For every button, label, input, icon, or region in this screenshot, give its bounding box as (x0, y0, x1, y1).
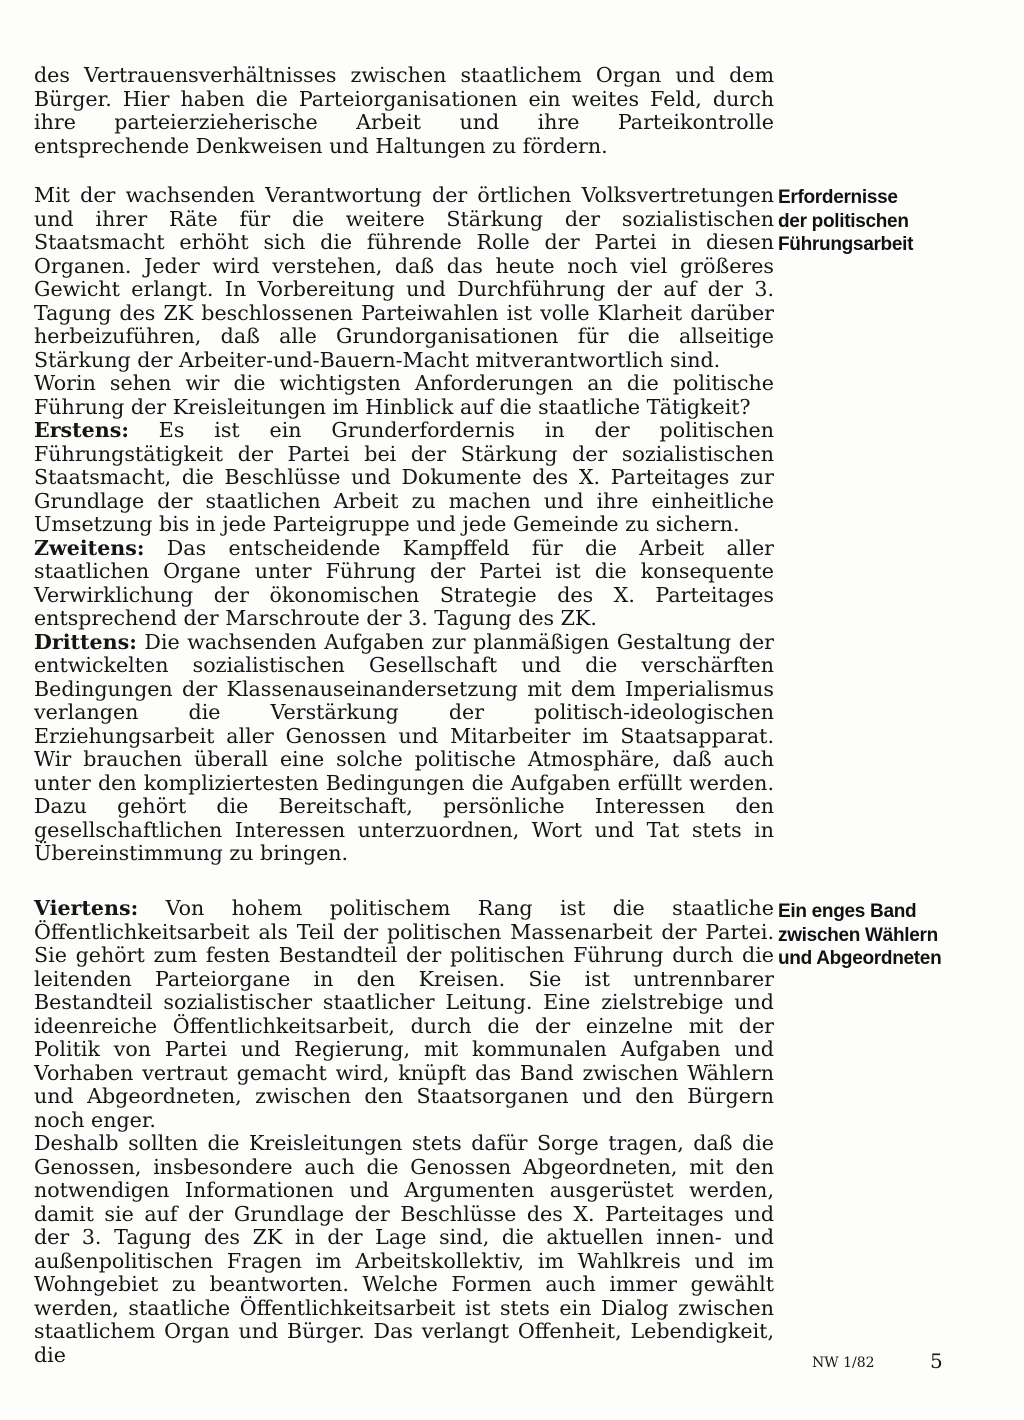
paragraph (34, 631, 774, 866)
text-block-3 (34, 897, 774, 1367)
paragraph (34, 537, 774, 631)
margin-heading-line: und Abgeordneten (778, 948, 942, 969)
margin-heading-line: Führungsarbeit (778, 234, 914, 255)
margin-heading-line: der politischen (778, 210, 909, 232)
margin-heading-line: Erfordernisse (778, 187, 898, 208)
margin-heading-2 (778, 900, 1008, 971)
paragraph-text: Die wachsenden Aufgaben zur planmäßigen Gestaltung der entwickelten sozialistischen Gesellschaft und die verschärften Bedingungen der Klassenauseinandersetzung mit dem Imperialismus verlangen die Verstärkung der politisch-ideologischen Erziehungsarbeit aller Genossen und Mitarbeiter im Staatsapparat. Wir brauchen überall eine solche politische Atmosphäre, daß auch unter den kompliziertesten Bedingungen die Aufgaben erfüllt werden. Dazu gehört die Bereitschaft, persönliche Interessen den gesellschaftlichen Interessen unterzuordnen, Wort und Tat stets in Übereinstimmung zu bringen. (34, 629, 774, 865)
paragraph-lead: Viertens: (34, 896, 139, 920)
paragraph-lead: Erstens: (34, 418, 129, 442)
margin-heading-1 (778, 186, 1008, 257)
paragraph: Deshalb sollten die Kreisleitungen stets dafür Sorge tragen, daß die Genossen, insbesondere auch die Genossen Abgeordneten, mit den notwendigen Informationen und Argumenten ausgerüstet werden, damit sie auf der Grundlage der Beschlüsse des X. Parteitages und der 3. Tagung des ZK in der Lage sind, die aktuellen innen- und außenpolitischen Fragen im Arbeitskollektiv, im Wahlkreis und im Wohngebiet zu beantworten. Welche Formen auch immer gewählt werden, staatliche Öffentlichkeitsarbeit ist stets ein Dialog zwischen staatlichem Organ und Bürger. Das verlangt Offenheit, Lebendigkeit, die (34, 1131, 774, 1367)
paragraph-lead: Drittens: (34, 629, 137, 654)
paragraph-text: Das entscheidende Kampffeld für die Arbeit aller staatlichen Organe unter Führung der Partei ist die konsequente Verwirklichung der ökonomischen Strategie des X. Parteitages entsprechend der Marschroute der 3. Tagung des ZK. (34, 535, 774, 630)
paragraph-lead: Zweitens: (34, 535, 145, 560)
page-number: 5 (930, 1349, 943, 1373)
issue-code: NW 1/82 (812, 1355, 875, 1371)
paragraph-text: Es ist ein Grunderfordernis in der politischen Führungstätigkeit der Partei bei der Stärkung der sozialistischen Staatsmacht, die Beschlüsse und Dokumente des X. Parteitages zur Grundlage der staatlichen Arbeit zu machen und ihre einheitliche Umsetzung bis in jede Parteigruppe und jede Gemeinde zu sichern. (34, 418, 774, 536)
paragraph: des Vertrauensverhältnisses zwischen staatlichem Organ und dem Bürger. Hier haben die Parteiorganisationen ein weites Feld, durch ihre parteierzieherische Arbeit und ihre Parteikontrolle entsprechende Denkweisen und Haltungen zu fördern. (34, 63, 774, 158)
margin-heading-line: Ein enges Band (778, 901, 917, 922)
paragraph: Worin sehen wir die wichtigsten Anforderungen an die politische Führung der Kreisleitungen im Hinblick auf die staatliche Tätigkeit? (34, 371, 774, 419)
paragraph (34, 419, 774, 537)
text-block-1 (34, 64, 774, 158)
paragraph-text: Von hohem politischem Rang ist die staatliche Öffentlichkeitsarbeit als Teil der politischen Massenarbeit der Partei. Sie gehört zum festen Bestandteil der politischen Führung durch die leitenden Parteiorgane in den Kreisen. Sie ist untrennbarer Bestandteil sozialistischer staatlicher Leitung. Eine zielstrebige und ideenreiche Öffentlichkeitsarbeit, durch die der einzelne mit der Politik von Partei und Regierung, mit kommunalen Aufgaben und Vorhaben vertraut gemacht wird, knüpft das Band zwischen Wählern und Abgeordneten, zwischen den Staatsorganen und den Bürgern noch enger. (34, 896, 774, 1132)
paragraph: Mit der wachsenden Verantwortung der örtlichen Volksvertretungen und ihrer Räte für die weitere Stärkung der sozialistischen Staatsmacht erhöht sich die führende Rolle der Partei in diesen Organen. Jeder wird verstehen, daß das heute noch viel größeres Gewicht erlangt. In Vorbereitung und Durchführung der auf der 3. Tagung des ZK beschlossenen Parteiwahlen ist volle Klarheit darüber herbeizuführen, daß alle Grundorganisationen für die allseitige Stärkung der Arbeiter-und-Bauern-Macht mitverantwortlich sind. (34, 183, 774, 372)
paragraph (34, 897, 774, 1132)
text-block-2 (34, 184, 774, 866)
margin-heading-line: zwischen Wählern (778, 924, 938, 946)
